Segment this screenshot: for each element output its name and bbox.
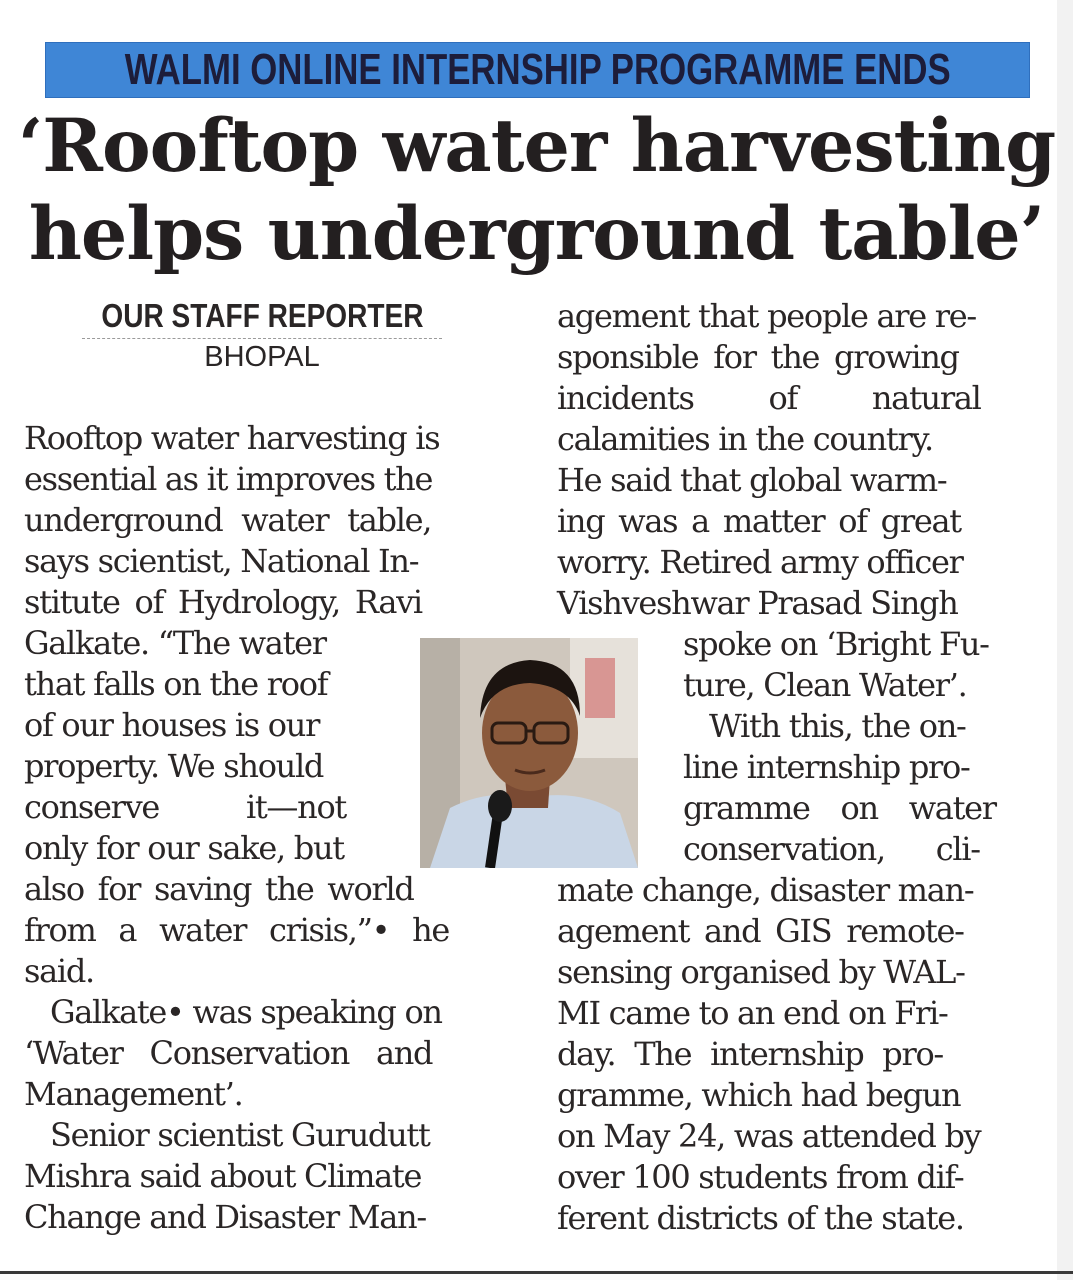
article-line: conserve it—not xyxy=(24,788,346,826)
article-column-right xyxy=(557,296,1037,1239)
kicker-text: WALMI ONLINE INTERNSHIP PROGRAMME ENDS xyxy=(124,45,951,94)
article-line: day. The internship pro- xyxy=(557,1035,943,1073)
article-line: line internship pro- xyxy=(683,748,970,786)
article-line: conservation, cli- xyxy=(683,830,980,868)
article-line: Change and Disaster Man- xyxy=(24,1198,426,1236)
article-line: ‘Water Conservation and xyxy=(24,1034,433,1072)
article-line: Vishveshwar Prasad Singh xyxy=(557,584,958,622)
bottom-rule xyxy=(0,1271,1073,1274)
article-line: that falls on the roof xyxy=(24,665,328,703)
article-line: from a water crisis,”• he xyxy=(24,911,450,949)
article-line: said. xyxy=(24,952,94,990)
article-line: With this, the on- xyxy=(709,707,966,745)
article-line: ing was a matter of great xyxy=(557,502,961,540)
article-line: gramme on water xyxy=(683,789,996,827)
article-line: only for our sake, but xyxy=(24,829,344,867)
kicker-banner xyxy=(45,42,1030,98)
article-line: over 100 students from dif- xyxy=(557,1158,964,1196)
article-line: also for saving the world xyxy=(24,870,414,908)
article-line: Galkate• was speaking on xyxy=(50,993,442,1031)
article-line: He said that global warm- xyxy=(557,461,947,499)
article-line: of our houses is our xyxy=(24,706,320,744)
byline-reporter: OUR STAFF REPORTER xyxy=(100,297,424,334)
article-line: ferent districts of the state. xyxy=(557,1199,964,1237)
article-line: sponsible for the growing xyxy=(557,338,959,376)
article-line: agement and GIS remote- xyxy=(557,912,964,950)
article-line: Management’. xyxy=(24,1075,243,1113)
article-line: Senior scientist Gurudutt xyxy=(50,1116,430,1154)
article-line: stitute of Hydrology, Ravi xyxy=(24,583,422,621)
article-line: worry. Retired army officer xyxy=(557,543,963,581)
headline-line-2: helps underground table’ xyxy=(28,191,1045,277)
article-line: says scientist, National In- xyxy=(24,542,419,580)
article-line: Rooftop water harvesting is xyxy=(24,419,440,457)
article-line: ture, Clean Water’. xyxy=(683,666,967,704)
article-line: on May 24, was attended by xyxy=(557,1117,981,1155)
article-line: spoke on ‘Bright Fu- xyxy=(683,625,989,663)
headline-line-1: ‘Rooftop water harvesting xyxy=(17,103,1056,189)
article-line: MI came to an end on Fri- xyxy=(557,994,948,1032)
article-line: property. We should xyxy=(24,747,324,785)
article-line: Mishra said about Climate xyxy=(24,1157,422,1195)
article-line: agement that people are re- xyxy=(557,297,976,335)
article-line: calamities in the country. xyxy=(557,420,933,458)
headline xyxy=(0,102,1073,278)
article-line: essential as it improves the xyxy=(24,460,433,498)
article-line: gramme, which had begun xyxy=(557,1076,961,1114)
article-line: Galkate. “The water xyxy=(24,624,326,662)
article-line: mate change, disaster man- xyxy=(557,871,974,909)
byline-divider xyxy=(82,338,442,339)
byline-dateline: BHOPAL xyxy=(204,341,320,373)
article-line: underground water table, xyxy=(24,501,432,539)
article-line: incidents of natural xyxy=(557,379,981,417)
article-line: sensing organised by WAL- xyxy=(557,953,965,991)
byline xyxy=(62,296,462,373)
